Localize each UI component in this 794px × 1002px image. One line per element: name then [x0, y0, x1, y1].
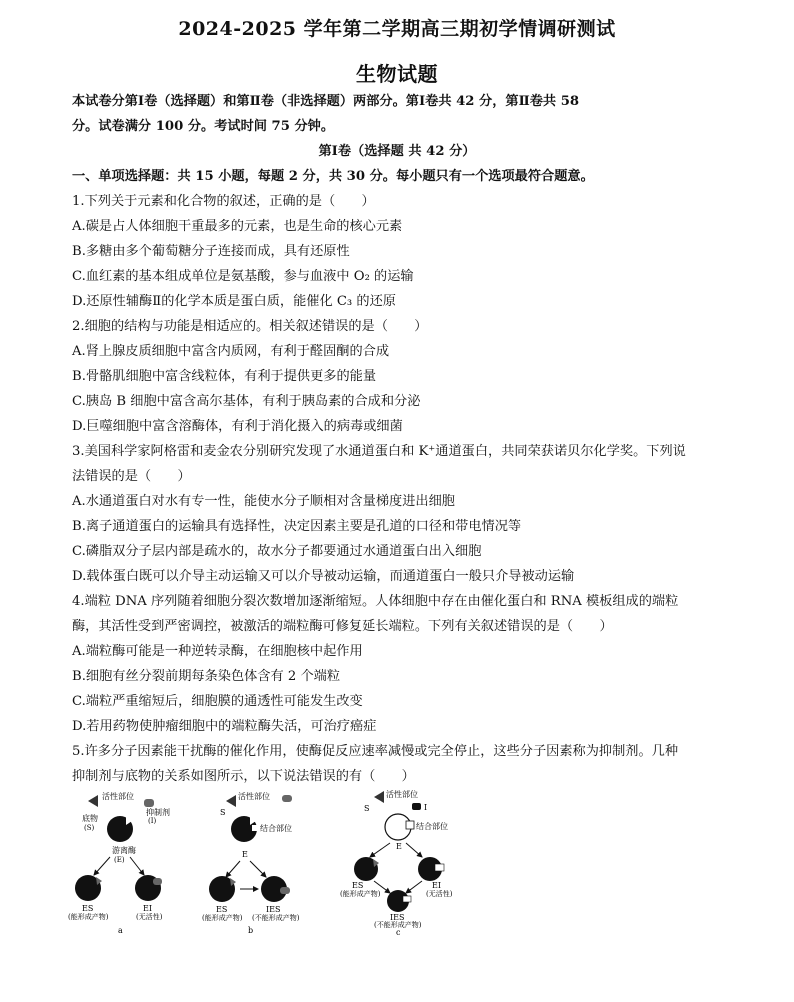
label-binding-site: 结合部位	[416, 822, 448, 831]
question-option: D.载体蛋白既可以介导主动运输又可以介导被动运输，而通道蛋白一般只介导被动运输	[72, 569, 575, 584]
question-option: B.骨骼肌细胞中富含线粒体，有利于提供更多的能量	[72, 369, 377, 384]
question-option: A.端粒酶可能是一种逆转录酶，在细胞核中起作用	[72, 644, 363, 659]
label-ei-note: (无活性)	[136, 913, 163, 921]
section-instructions: 一、单项选择题：共 15 小题，每题 2 分，共 30 分。每小题只有一个选项最符合题意。	[72, 169, 594, 184]
label-substrate-symbol: (S)	[84, 824, 95, 832]
question-option: A.水通道蛋白对水有专一性，能使水分子顺相对含量梯度进出细胞	[72, 494, 455, 509]
question-stem: 抑制剂与底物的关系如图所示，以下说法错误的有（ ）	[72, 769, 415, 784]
label-active-site: 活性部位	[102, 792, 134, 801]
label-es-note: (能形成产物)	[202, 914, 243, 922]
label-s: S	[364, 804, 370, 813]
label-e: E	[242, 850, 248, 859]
label-substrate: 底物	[82, 814, 98, 823]
arrow	[406, 881, 422, 893]
section-title: 第Ⅰ卷（选择题 共 42 分）	[318, 144, 476, 159]
substrate-icon	[226, 795, 236, 807]
question-stem: 4.端粒 DNA 序列随着细胞分裂次数增加逐渐缩短。人体细胞中存在由催化蛋白和 RNA 模板组成的端粒	[72, 594, 679, 609]
panel-c	[340, 789, 453, 935]
label-inhibitor: 抑制剂	[146, 808, 170, 817]
question-stem: 酶，其活性受到严密调控，被激活的端粒酶可修复延长端粒。下列有关叙述错误的是（ ）	[72, 619, 613, 634]
label-e: E	[396, 842, 402, 851]
label-active-site: 活性部位	[238, 792, 270, 801]
arrow	[370, 843, 390, 857]
binding-site-notch	[252, 825, 258, 831]
label-s: S	[220, 808, 226, 817]
label-ies: IES	[390, 913, 405, 922]
panel-caption-c: c	[396, 928, 401, 935]
panel-caption-a: a	[118, 926, 123, 935]
panel-a	[68, 791, 170, 935]
question-stem: 法错误的是（ ）	[72, 469, 191, 484]
bound-inhibitor	[280, 887, 290, 894]
question-option: A.肾上腺皮质细胞中富含内质网，有利于醛固酮的合成	[72, 344, 390, 359]
label-ei-note: (无活性)	[426, 890, 453, 898]
label-ies-note: (不能形成产物)	[252, 914, 300, 922]
label-enzyme-symbol: (E)	[114, 856, 125, 864]
label-ei: EI	[432, 881, 441, 890]
question-option: A.碳是占人体细胞干重最多的元素，也是生命的核心元素	[72, 219, 403, 234]
exam-subject: 生物试题	[356, 62, 438, 86]
label-es-note: (能形成产物)	[340, 890, 381, 898]
inhibitor-icon	[144, 799, 154, 807]
panel-b	[202, 791, 300, 935]
arrow	[406, 843, 422, 857]
question-option: B.离子通道蛋白的运输具有选择性，决定因素主要是孔道的口径和带电情况等	[72, 519, 522, 534]
arrow	[130, 857, 144, 875]
label-i: I	[424, 803, 428, 812]
question-stem: 5.许多分子因素能干扰酶的催化作用，使酶促反应速率减慢或完全停止，这些分子因素称为抑制剂。几种	[72, 744, 679, 759]
question-option: C.端粒严重缩短后，细胞膜的通透性可能发生改变	[72, 694, 363, 709]
inhibitor-icon	[282, 795, 292, 802]
label-ies-note: (不能形成产物)	[374, 921, 422, 929]
label-ei: EI	[143, 904, 152, 913]
label-inhibitor-symbol: (I)	[148, 817, 157, 825]
question-option: C.磷脂双分子层内部是疏水的，故水分子都要通过水通道蛋白出入细胞	[72, 544, 482, 559]
question-stem: 3.美国科学家阿格雷和麦金农分别研究发现了水通道蛋白和 K⁺通道蛋白，共同荣获诺贝尔化学奖。下列说	[72, 444, 686, 459]
panel-caption-b: b	[248, 926, 254, 935]
question-stem: 2.细胞的结构与功能是相适应的。相关叙述错误的是（ ）	[72, 319, 428, 334]
intro-line-2: 分。试卷满分 100 分。考试时间 75 分钟。	[72, 119, 335, 134]
question-stem: 1.下列关于元素和化合物的叙述，正确的是（ ）	[72, 194, 375, 209]
arrow	[250, 861, 266, 877]
question-option: D.巨噬细胞中富含溶酶体，有利于消化摄入的病毒或细菌	[72, 419, 403, 434]
binding-site-notch	[406, 821, 414, 829]
question-option: C.血红素的基本组成单位是氨基酸，参与血液中 O₂ 的运输	[72, 269, 414, 284]
question-option: D.还原性辅酶Ⅱ的化学本质是蛋白质，能催化 C₃ 的还原	[72, 294, 396, 309]
label-binding-site: 结合部位	[260, 824, 292, 833]
label-ies: IES	[266, 905, 281, 914]
bound-inhibitor	[153, 878, 162, 885]
bound-inhibitor	[403, 896, 411, 902]
label-enzyme: 游离酶	[112, 846, 136, 855]
question-option: B.细胞有丝分裂前期每条染色体含有 2 个端粒	[72, 669, 341, 684]
label-es: ES	[216, 905, 228, 914]
label-es-note: (能形成产物)	[68, 913, 109, 921]
question-option: C.胰岛 B 细胞中富含高尔基体，有利于胰岛素的合成和分泌	[72, 394, 421, 409]
label-es: ES	[82, 904, 94, 913]
bound-inhibitor	[435, 864, 444, 871]
inhibitor-diagram	[60, 785, 480, 935]
question-option: D.若用药物使肿瘤细胞中的端粒酶失活，可治疗癌症	[72, 719, 377, 734]
arrow	[226, 861, 240, 877]
substrate-icon	[374, 791, 384, 803]
substrate-icon	[88, 795, 98, 807]
label-es: ES	[352, 881, 364, 890]
exam-title: 2024-2025 学年第二学期高三期初学情调研测试	[178, 18, 616, 40]
arrow	[94, 857, 110, 875]
label-active-site: 活性部位	[386, 790, 418, 799]
inhibitor-icon	[412, 803, 421, 810]
intro-line-1: 本试卷分第Ⅰ卷（选择题）和第Ⅱ卷（非选择题）两部分。第Ⅰ卷共 42 分，第Ⅱ卷共 58	[72, 94, 580, 109]
question-option: B.多糖由多个葡萄糖分子连接而成，具有还原性	[72, 244, 350, 259]
